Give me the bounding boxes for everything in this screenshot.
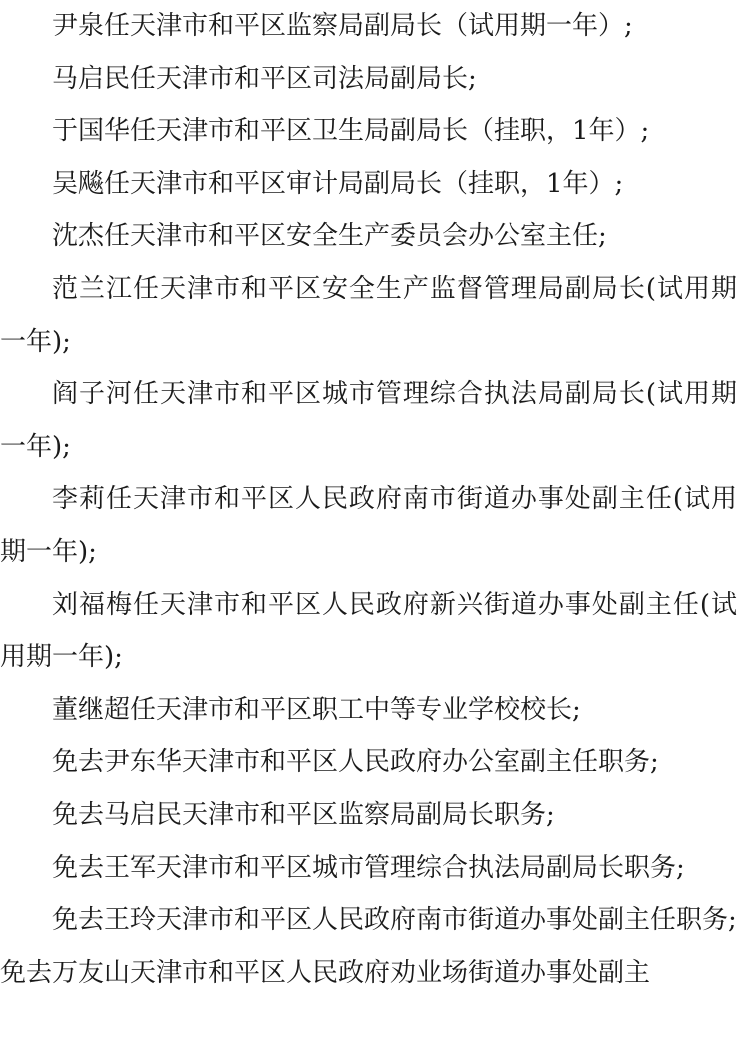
paragraph-6: 范兰江任天津市和平区安全生产监督管理局副局长(试用期一年); (0, 273, 737, 357)
paragraph-3: 于国华任天津市和平区卫生局副局长（挂职，1年）; (52, 116, 650, 147)
paragraph-13: 免去王军天津市和平区城市管理综合执法局副局长职务; (52, 852, 685, 883)
paragraph-2: 马启民任天津市和平区司法局副局长; (52, 63, 477, 94)
paragraph-1: 尹泉任天津市和平区监察局副局长（试用期一年）; (52, 11, 633, 41)
paragraph-15: 免去万友山天津市和平区人民政府劝业场街道办事处副主 (0, 957, 651, 988)
paragraph-10: 董继超任天津市和平区职工中等专业学校校长; (52, 694, 581, 725)
paragraph-8: 李莉任天津市和平区人民政府南市街道办事处副主任(试用期一年); (0, 484, 737, 567)
paragraph-4: 吴飚任天津市和平区审计局副局长（挂职，1年）; (52, 168, 624, 199)
paragraph-7: 阎子河任天津市和平区城市管理综合执法局副局长(试用期一年); (0, 379, 737, 462)
paragraph-14: 免去王玲天津市和平区人民政府南市街道办事处副主任职务; (52, 905, 737, 936)
paragraph-5: 沈杰任天津市和平区安全生产委员会办公室主任; (52, 221, 607, 252)
paragraph-9: 刘福梅任天津市和平区人民政府新兴街道办事处副主任(试用期一年); (0, 589, 737, 673)
paragraph-12: 免去马启民天津市和平区监察局副局长职务; (52, 799, 555, 830)
paragraph-11: 免去尹东华天津市和平区人民政府办公室副主任职务; (52, 747, 659, 778)
